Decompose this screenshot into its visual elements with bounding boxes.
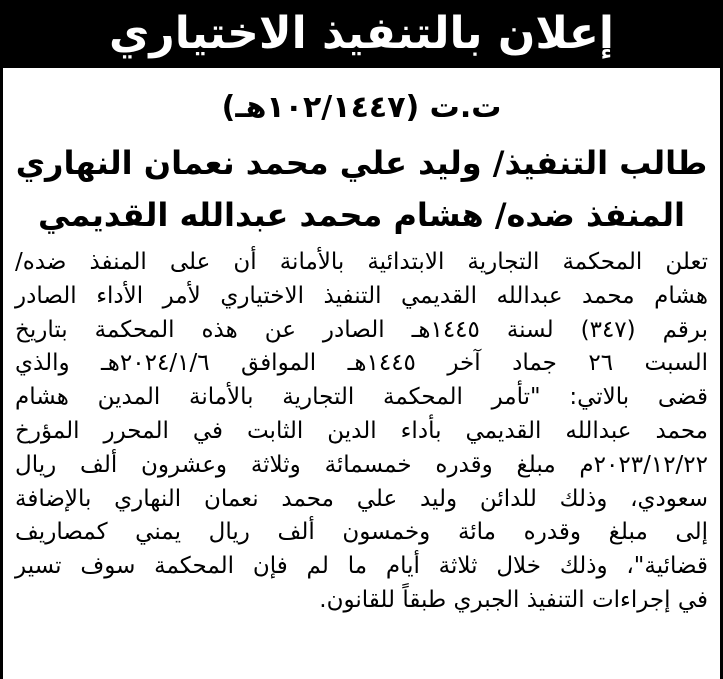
text-line: محمد عبدالله القديمي بأداء الدين الثابت في المحرر المؤرخ [15,417,708,444]
text-line: برقم (٣٤٧) لسنة ١٤٤٥هـ الصادر عن هذه المحكمة بتاريخ [15,316,708,343]
text-line: قضائية"، وذلك خلال ثلاثة أيام ما لم فإن المحكمة سوف تسير [15,553,708,580]
text-line: ٢٠٢٣/١٢/٢٢م مبلغ وقدره خمسمائة وثلاثة وعشرون ألف ريال [15,451,708,478]
text-line: السبت ٢٦ جماد آخر ١٤٤٥هـ الموافق ٢٠٢٤/١/٦هـ والذي [15,350,708,377]
execution-requester: طالب التنفيذ/ وليد علي محمد نعمان النهاري [15,144,708,182]
case-reference: ت.ت (١٠٢/١٤٤٧هـ) [221,90,502,125]
announcement-body [0,68,723,679]
text-line: هشام محمد عبدالله القديمي التنفيذ الاختياري لأمر الأداء الصادر [15,282,708,309]
text-line: قضى بالاتي: "تأمر المحكمة التجارية بالأمانة المدين هشام [15,384,708,411]
title-bar [0,0,723,68]
text-line: تعلن المحكمة التجارية الابتدائية بالأمانة أن على المنفذ ضده/ [15,249,708,275]
text-line: في إجراءات التنفيذ الجبري طبقاً للقانون. [319,586,708,613]
text-line: إلى مبلغ وقدره مائة وخمسون ألف ريال يمني كمصاريف [15,519,708,546]
announcement-text [15,246,708,618]
text-line: سعودي، وذلك للدائن وليد علي محمد نعمان النهاري بالإضافة [15,485,708,512]
announcement-title: إعلان بالتنفيذ الاختياري [109,8,614,59]
executed-against: المنفذ ضده/ هشام محمد عبدالله القديمي [38,196,685,234]
